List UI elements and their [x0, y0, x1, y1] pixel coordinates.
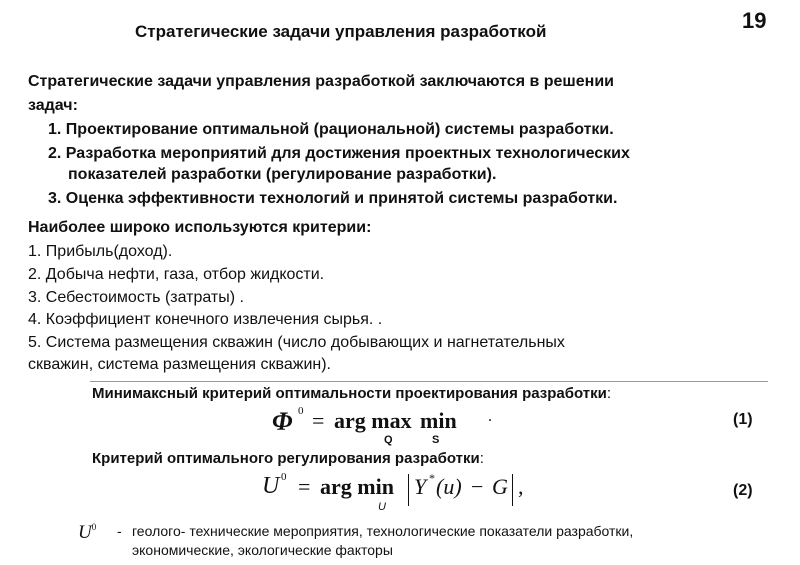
- criteria-item: 5. Система размещения скважин (число добывающих и нагнетательных: [28, 334, 565, 351]
- criteria-item: 2. Добыча нефти, газа, отбор жидкости.: [28, 266, 325, 283]
- intro-line-1: Стратегические задачи управления разработкой заключаются в решении: [28, 73, 614, 90]
- footnote-line-2: экономические, экологические факторы: [132, 542, 393, 558]
- regulation-heading-text: Критерий оптимального регулирования разработки: [92, 450, 480, 467]
- criteria-item: 4. Коэффициент конечного извлечения сырья. .: [28, 311, 383, 328]
- formula-star: *: [429, 471, 435, 485]
- minimax-heading-colon: :: [606, 385, 612, 402]
- formula-subscript-u: U: [378, 501, 386, 513]
- formula-u-arg: (u): [436, 474, 462, 499]
- formula-g-symbol: G: [492, 474, 508, 499]
- formula-minus: −: [471, 474, 484, 499]
- minimax-formula: [272, 407, 512, 447]
- criteria-item: 3. Себестоимость (затраты) .: [28, 289, 244, 306]
- formula-superscript: 0: [281, 471, 287, 483]
- equation-number-2: (2): [733, 482, 753, 499]
- task-item: 3. Оценка эффективности технологий и принятой системы разработки.: [48, 190, 618, 207]
- regulation-formula: [262, 472, 552, 514]
- slide-title: Стратегические задачи управления разработкой: [135, 22, 547, 41]
- criteria-heading: Наиболее широко используются критерии:: [28, 219, 372, 236]
- abs-bar-left: [408, 474, 409, 506]
- formula-phi-symbol: Φ: [272, 407, 293, 436]
- criteria-item-continuation: скважин, система размещения скважин).: [28, 356, 331, 373]
- formula-u-symbol: U: [262, 473, 280, 499]
- footnote-dash: -: [117, 523, 122, 539]
- intro-line-2: задач:: [28, 97, 78, 114]
- formula-comma: ,: [518, 474, 524, 499]
- section-divider: [90, 381, 768, 382]
- regulation-heading-colon: :: [479, 450, 484, 467]
- task-item: 2. Разработка мероприятий для достижения проектных технологических: [48, 145, 630, 162]
- formula-equals: =: [298, 474, 311, 499]
- footnote-superscript: 0: [91, 522, 97, 532]
- equation-number-1: (1): [733, 411, 753, 428]
- formula-subscript-s: S: [432, 434, 440, 446]
- regulation-heading: [92, 450, 484, 467]
- formula-dot: .: [488, 408, 492, 425]
- formula-min-operator: min: [420, 408, 457, 433]
- formula-equals: =: [312, 408, 325, 433]
- task-item-continuation: показателей разработки (регулирование разработки).: [68, 166, 497, 183]
- criteria-item: 1. Прибыль(доход).: [28, 243, 173, 260]
- formula-argmin-operator: arg min: [320, 474, 394, 499]
- formula-subscript-q: Q: [384, 434, 393, 446]
- minimax-heading-text: Минимаксный критерий оптимальности проектирования разработки: [92, 385, 607, 402]
- formula-superscript: 0: [298, 405, 304, 417]
- minimax-heading: [92, 385, 611, 402]
- page-number: 19: [742, 8, 767, 33]
- formula-argmax-operator: arg max: [334, 408, 412, 433]
- footnote-line-1: геолого- технические мероприятия, технологические показатели разработки,: [132, 523, 634, 539]
- formula-y-symbol: Y: [414, 474, 427, 499]
- abs-bar-right: [512, 474, 513, 506]
- task-item: 1. Проектирование оптимальной (рациональной) системы разработки.: [48, 121, 614, 138]
- footnote-symbol: [78, 522, 96, 544]
- footnote-u-symbol: U: [78, 522, 92, 543]
